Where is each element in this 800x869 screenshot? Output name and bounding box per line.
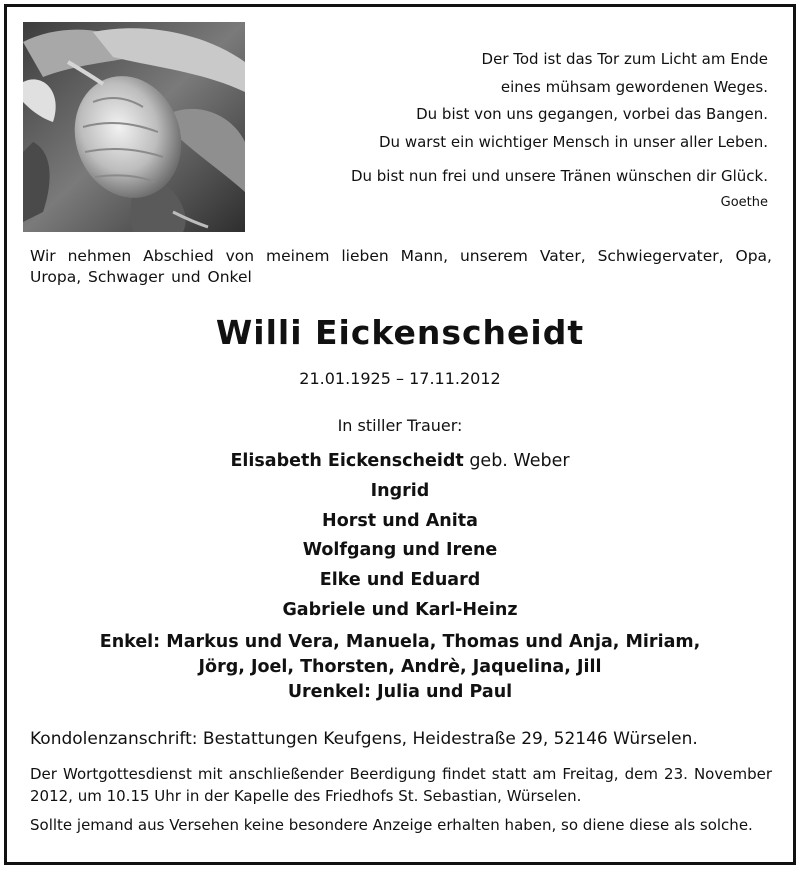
hop-flower-photo	[23, 22, 245, 232]
intro-text: Wir nehmen Abschied von meinem lieben Mann, unserem Vater, Schwiegervater, Opa, Uropa, Schwager und Onkel	[30, 247, 772, 286]
poem-line: Der Tod ist das Tor zum Licht am Ende	[481, 50, 768, 68]
notice-text: Sollte jemand aus Versehen keine besondere Anzeige erhalten haben, so diene diese als solche.	[30, 816, 753, 834]
grandchildren-list	[0, 630, 800, 705]
family-member: Horst und Anita	[322, 510, 478, 531]
poem-line: Du bist nun frei und unsere Tränen wünschen dir Glück.	[350, 167, 768, 185]
poem-gap	[248, 156, 768, 163]
family-member: Wolfgang und Irene	[302, 540, 498, 561]
spouse-birth-name: geb. Weber	[463, 451, 570, 471]
family-member: Gabriele und Karl-Heinz	[282, 599, 518, 620]
mourning-heading: In stiller Trauer:	[337, 416, 463, 435]
grandchildren-line: Enkel: Markus und Vera, Manuela, Thomas und Anja, Miriam,	[99, 632, 701, 652]
life-dates: 21.01.1925 – 17.11.2012	[299, 369, 501, 388]
service-info: Der Wortgottesdienst mit anschließender Beerdigung findet statt am Freitag, dem 23. November 2012, um 10.15 Uhr in der Kapelle des Friedhofs St. Sebastian, Würselen.	[30, 765, 772, 805]
deceased-name: Willi Eickenscheidt	[215, 313, 585, 352]
family-member: Ingrid	[370, 480, 430, 501]
family-list	[0, 447, 800, 626]
great-grandchildren-line: Urenkel: Julia und Paul	[287, 682, 513, 702]
poem-line: Du warst ein wichtiger Mensch in unser aller Leben.	[379, 132, 768, 151]
spouse-line	[0, 447, 800, 477]
poem-line: eines mühsam gewordenen Weges.	[500, 77, 768, 96]
poem-author: Goethe	[720, 194, 768, 210]
grandchildren-line: Jörg, Joel, Thorsten, Andrè, Jaquelina, Jill	[198, 657, 602, 677]
family-member: Elke und Eduard	[319, 570, 481, 591]
poem	[248, 46, 768, 215]
spouse-name: Elisabeth Eickenscheidt	[230, 451, 464, 471]
poem-line: Du bist von uns gegangen, vorbei das Bangen.	[416, 105, 768, 123]
hop-flower-icon	[23, 22, 245, 232]
condolence-address: Kondolenzanschrift: Bestattungen Keufgens, Heidestraße 29, 52146 Würselen.	[30, 729, 698, 749]
